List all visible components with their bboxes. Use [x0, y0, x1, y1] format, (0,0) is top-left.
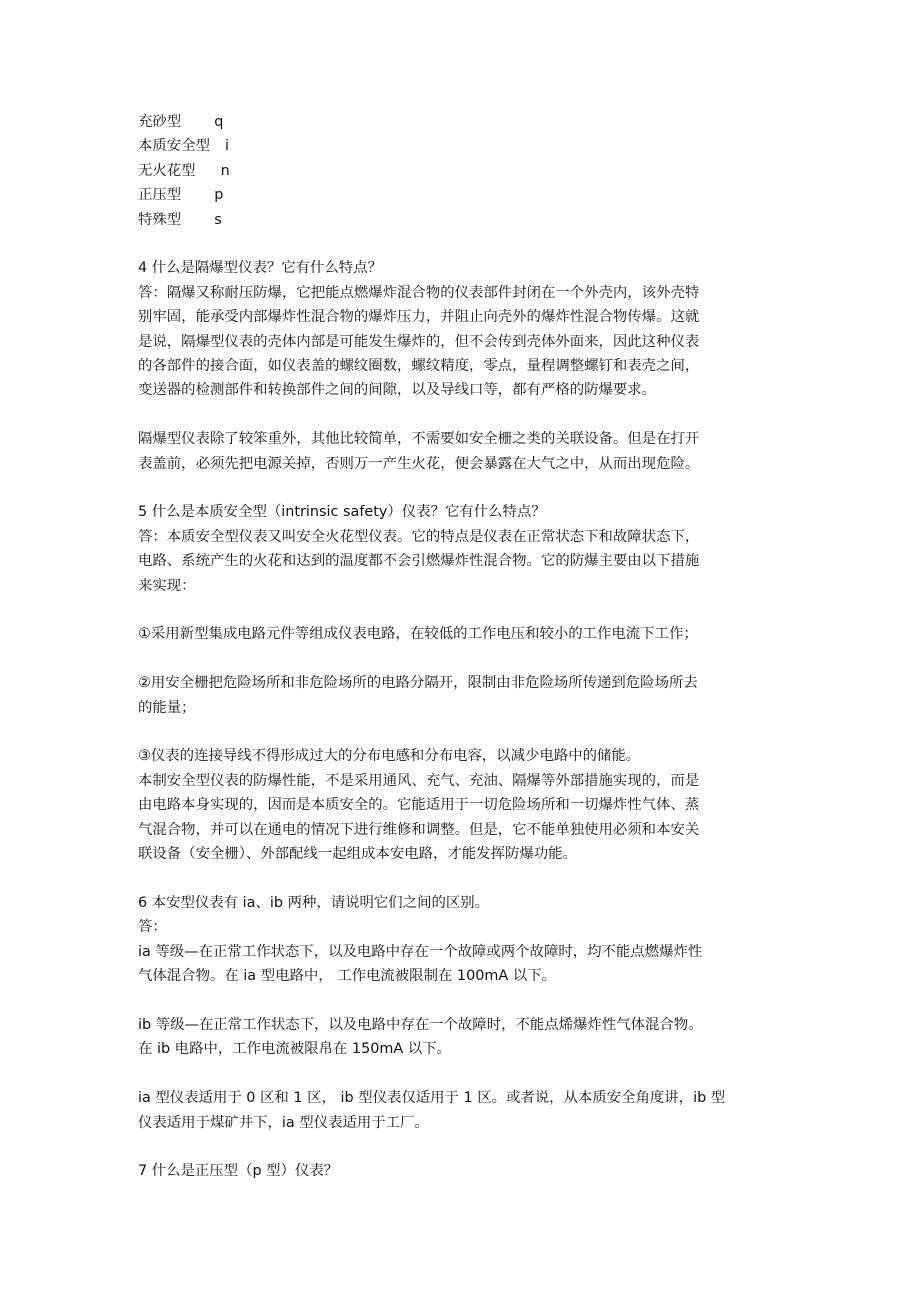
q6-ia-line: 气体混合物。在 ia 型电路中， 工作电流被限制在 100mA 以下。 — [138, 968, 557, 985]
type-name: 充砂型 — [138, 114, 182, 130]
q6-title: 6 本安型仪表有 ia、ib 两种，请说明它们之间的区别。 — [138, 894, 490, 911]
q5-measure-1: ①采用新型集成电路元件等组成仪表电路，在较低的工作电压和较小的工作电流下工作； — [138, 626, 698, 643]
q4-answer-line: 别牢固，能承受内部爆炸性混合物的爆炸压力，并阻止向壳外的爆炸性混合物传爆。这就 — [138, 309, 700, 326]
q5-answer-line: 答：本质安全型仪表又叫安全火花型仪表。它的特点是仪表在正常状态下和故障状态下， — [138, 528, 700, 545]
type-code: n — [220, 162, 230, 179]
q5-summary-line: 由电路本身实现的，因而是本质安全的。它能适用于一切危险场所和一切爆炸性气体、蒸 — [138, 797, 700, 814]
type-row-sand — [138, 110, 786, 134]
q6-answer-label: 答： — [138, 919, 167, 936]
type-row-non-sparking — [138, 159, 786, 183]
type-code: p — [214, 187, 224, 204]
q6-compare-line: 仪表适用于煤矿井下，ia 型仪表适用于工厂。 — [138, 1114, 429, 1131]
q6-ib-line: ib 等级—在正常工作状态下，以及电路中存在一个故障时，不能点烯爆炸性气体混合物。 — [138, 1016, 703, 1033]
type-name: 本质安全型 — [138, 138, 210, 155]
q5-summary-line: 联设备（安全栅）、外部配线一起组成本安电路，才能发挥防爆功能。 — [138, 846, 577, 863]
q4-title: 4 什么是隔爆型仪表？它有什么特点？ — [138, 260, 382, 277]
q6-ib-line: 在 ib 电路中，工作电流被限帛在 150mA 以下。 — [138, 1041, 452, 1058]
q4-extra-line: 表盖前，必须先把电源关掉，否则万一产生火花，便会暴露在大气之中，从而出现危险。 — [138, 455, 700, 472]
q4-answer-line: 是说，隔爆型仪表的壳体内部是可能发生爆炸的，但不会传到壳体外面来，因此这种仪表 — [138, 333, 700, 350]
q4-answer-line: 答：隔爆又称耐压防爆，它把能点燃爆炸混合物的仪表部件封闭在一个外壳内，该外壳特 — [138, 284, 700, 301]
type-row-pressurized — [138, 183, 786, 207]
q5-measure-2-line: ②用安全栅把危险场所和非危险场所的电路分隔开，限制由非危险场所传递到危险场所去 — [138, 675, 698, 692]
type-code: q — [214, 114, 224, 130]
q5-answer-line: 电路、系统产生的火花和达到的温度都不会引燃爆炸性混合物。它的防爆主要由以下措施 — [138, 553, 700, 570]
q5-summary-line: 气混合物，并可以在通电的情况下进行维修和调整。但是，它不能单独使用必须和本安关 — [138, 821, 700, 838]
q5-summary-line: 本制安全型仪表的防爆性能，不是采用通风、充气、充油、隔爆等外部措施实现的，而是 — [138, 772, 700, 789]
q5-measure-2-line: 的能量； — [138, 699, 196, 716]
type-name: 无火花型 — [138, 162, 196, 179]
type-row-special — [138, 208, 786, 232]
type-name: 正压型 — [138, 187, 182, 204]
type-name: 特殊型 — [138, 211, 182, 228]
q4-answer-line: 的各部件的接合面，如仪表盖的螺纹圈数，螺纹精度，零点，量程调整螺钉和表壳之间， — [138, 358, 700, 375]
type-row-intrinsic — [138, 134, 786, 158]
q7-title: 7 什么是正压型（p 型）仪表？ — [138, 1163, 339, 1180]
q4-extra-line: 隔爆型仪表除了较笨重外，其他比较简单，不需要如安全栅之类的关联设备。但是在打开 — [138, 431, 700, 448]
q5-measure-3: ③仪表的连接导线不得形成过大的分布电感和分布电容，以减少电路中的储能。 — [138, 748, 641, 765]
q6-compare-line: ia 型仪表适用于 0 区和 1 区， ib 型仪表仅适用于 1 区。或者说，从本质安全角度讲，ib 型 — [138, 1090, 726, 1107]
q6-ia-line: ia 等级—在正常工作状态下，以及电路中存在一个故障或两个故障时，均不能点燃爆炸性 — [138, 943, 703, 960]
type-code: i — [224, 138, 229, 155]
q5-title: 5 什么是本质安全型（intrinsic safety）仪表？它有什么特点？ — [138, 504, 546, 521]
type-code: s — [214, 211, 222, 228]
q5-answer-line: 来实现： — [138, 577, 196, 594]
document-page — [138, 110, 786, 1184]
q4-answer-line: 变送器的检测部件和转换部件之间的间隙，以及导线口等，都有严格的防爆要求。 — [138, 382, 657, 399]
